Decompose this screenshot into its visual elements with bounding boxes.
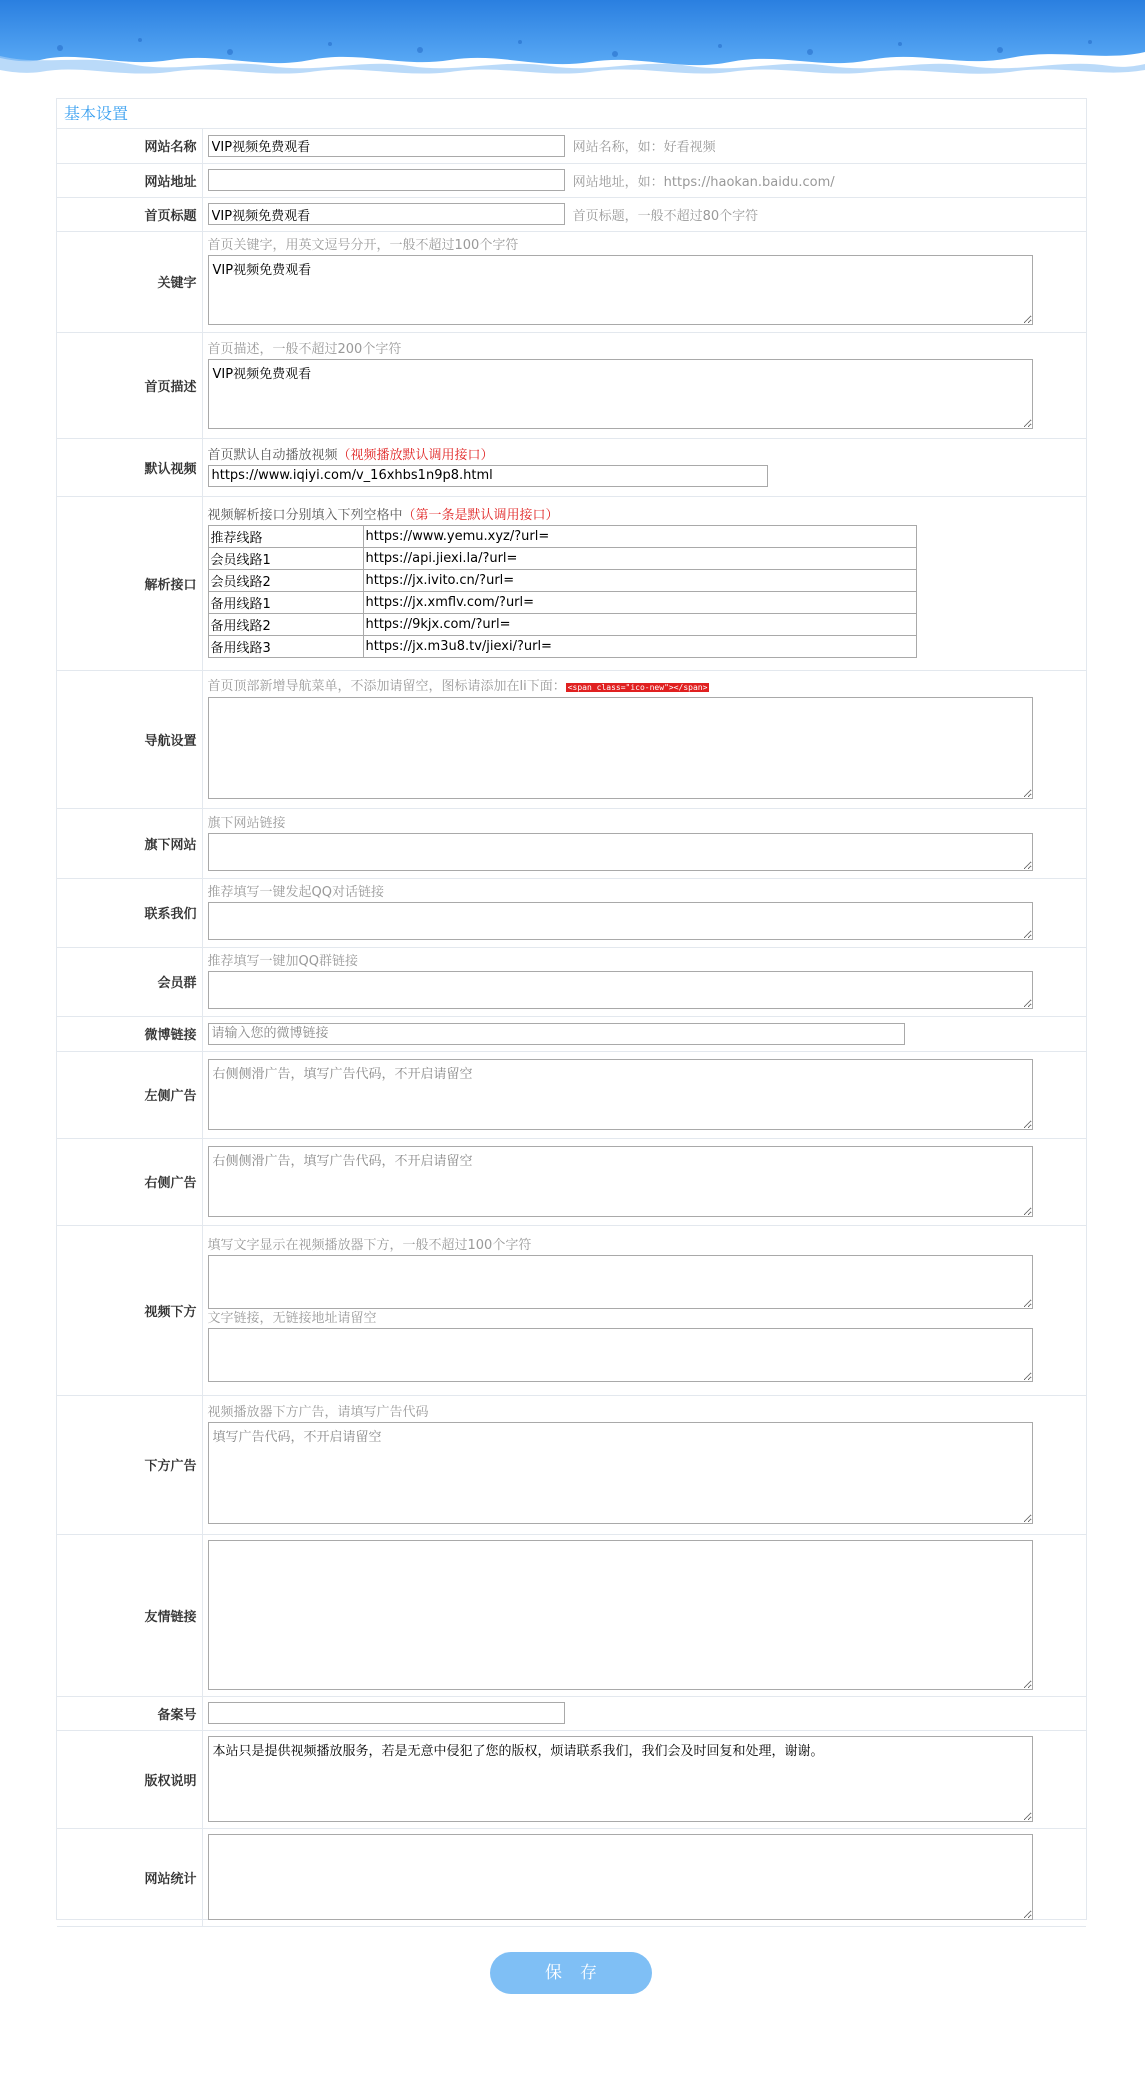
default-video-input[interactable] bbox=[208, 465, 768, 487]
label-site-name: 网站名称 bbox=[57, 129, 202, 163]
row-bottom-ad bbox=[57, 1395, 1086, 1534]
default-video-tip bbox=[208, 448, 1087, 464]
row-site-name bbox=[57, 129, 1086, 163]
row-below-video bbox=[57, 1225, 1086, 1395]
keywords-textarea[interactable] bbox=[208, 255, 1033, 325]
nav-tip bbox=[208, 679, 1087, 696]
row-right-ad bbox=[57, 1138, 1086, 1225]
row-keywords bbox=[57, 231, 1086, 332]
row-member-group bbox=[57, 947, 1086, 1016]
default-video-tip-red: （视频播放默认调用接口） bbox=[337, 447, 494, 463]
description-tip: 首页描述，一般不超过200个字符 bbox=[207, 341, 402, 357]
bottom-ad-tip: 视频播放器下方广告，请填写广告代码 bbox=[207, 1405, 429, 1420]
line-url-input[interactable]: https://api.jiexi.la/?url= bbox=[363, 548, 916, 570]
below-video-tip-2: 文字链接，无链接地址请留空 bbox=[207, 1311, 377, 1326]
contact-textarea[interactable] bbox=[208, 902, 1033, 940]
label-sub-sites: 旗下网站 bbox=[57, 808, 202, 878]
label-default-video: 默认视频 bbox=[57, 438, 202, 496]
label-description: 首页描述 bbox=[57, 332, 202, 438]
header-banner bbox=[0, 0, 1145, 78]
parse-lines-table bbox=[208, 525, 917, 658]
home-title-input[interactable] bbox=[208, 203, 565, 225]
label-weibo: 微博链接 bbox=[57, 1016, 202, 1051]
bottom-ad-textarea[interactable] bbox=[208, 1422, 1033, 1524]
label-site-url: 网站地址 bbox=[57, 163, 202, 197]
label-bottom-ad: 下方广告 bbox=[57, 1395, 202, 1534]
parse-api-tip bbox=[208, 508, 1087, 524]
row-site-url bbox=[57, 163, 1086, 197]
label-nav: 导航设置 bbox=[57, 670, 202, 808]
row-copyright bbox=[57, 1730, 1086, 1828]
row-nav bbox=[57, 670, 1086, 808]
row-parse-api bbox=[57, 496, 1086, 670]
row-sub-sites bbox=[57, 808, 1086, 878]
label-left-ad: 左侧广告 bbox=[57, 1051, 202, 1138]
site-name-hint: 网站名称，如：好看视频 bbox=[572, 140, 716, 156]
row-friend-links bbox=[57, 1534, 1086, 1696]
line-name: 会员线路2 bbox=[208, 570, 363, 592]
wave-banner-graphic bbox=[0, 0, 1145, 78]
home-title-hint: 首页标题，一般不超过80个字符 bbox=[572, 208, 759, 224]
label-parse-api: 解析接口 bbox=[57, 496, 202, 670]
below-video-link-textarea[interactable] bbox=[208, 1328, 1033, 1382]
line-name: 推荐线路 bbox=[208, 526, 363, 548]
label-friend-links: 友情链接 bbox=[57, 1534, 202, 1696]
row-default-video bbox=[57, 438, 1086, 496]
label-copyright: 版权说明 bbox=[57, 1730, 202, 1828]
label-home-title: 首页标题 bbox=[57, 197, 202, 231]
left-ad-textarea[interactable] bbox=[208, 1059, 1033, 1130]
parse-line-row bbox=[208, 636, 916, 658]
line-url-input[interactable]: https://jx.m3u8.tv/jiexi/?url= bbox=[363, 636, 916, 658]
row-icp bbox=[57, 1696, 1086, 1730]
nav-textarea[interactable] bbox=[208, 697, 1033, 799]
site-url-hint: 网站地址，如：https://haokan.baidu.com/ bbox=[572, 174, 835, 190]
line-url-input[interactable]: https://jx.ivito.cn/?url= bbox=[363, 570, 916, 592]
label-right-ad: 右侧广告 bbox=[57, 1138, 202, 1225]
label-keywords: 关键字 bbox=[57, 231, 202, 332]
basic-settings-panel bbox=[56, 98, 1087, 1920]
icp-input[interactable] bbox=[208, 1702, 565, 1724]
label-icp: 备案号 bbox=[57, 1696, 202, 1730]
default-video-tip-text: 首页默认自动播放视频 bbox=[207, 447, 338, 463]
parse-line-row bbox=[208, 570, 916, 592]
nav-code-tag: <span class="ico-new"></span> bbox=[567, 683, 708, 692]
row-home-title bbox=[57, 197, 1086, 231]
row-weibo bbox=[57, 1016, 1086, 1051]
label-contact: 联系我们 bbox=[57, 878, 202, 947]
right-ad-textarea[interactable] bbox=[208, 1146, 1033, 1217]
keywords-tip: 首页关键字，用英文逗号分开，一般不超过100个字符 bbox=[207, 238, 519, 253]
line-url-input[interactable]: https://9kjx.com/?url= bbox=[363, 614, 916, 636]
settings-form bbox=[57, 129, 1086, 1927]
sub-sites-textarea[interactable] bbox=[208, 833, 1033, 871]
site-name-input[interactable] bbox=[208, 135, 565, 157]
line-url-input[interactable]: https://jx.xmflv.com/?url= bbox=[363, 592, 916, 614]
sub-sites-tip: 旗下网站链接 bbox=[207, 815, 286, 831]
weibo-input[interactable] bbox=[208, 1023, 905, 1045]
site-url-input[interactable] bbox=[208, 169, 565, 191]
parse-line-row bbox=[208, 614, 916, 636]
label-member-group: 会员群 bbox=[57, 947, 202, 1016]
contact-tip: 推荐填写一键发起QQ对话链接 bbox=[207, 885, 384, 900]
parse-line-row bbox=[208, 592, 916, 614]
line-name: 备用线路2 bbox=[208, 614, 363, 636]
copyright-textarea[interactable] bbox=[208, 1736, 1033, 1822]
line-name: 备用线路1 bbox=[208, 592, 363, 614]
description-textarea[interactable] bbox=[208, 359, 1033, 429]
member-group-textarea[interactable] bbox=[208, 971, 1033, 1009]
line-name: 备用线路3 bbox=[208, 636, 363, 658]
label-below-video: 视频下方 bbox=[57, 1225, 202, 1395]
save-button[interactable]: 保存 bbox=[490, 1952, 652, 1994]
row-left-ad bbox=[57, 1051, 1086, 1138]
below-video-text-textarea[interactable] bbox=[208, 1255, 1033, 1309]
row-contact bbox=[57, 878, 1086, 947]
member-group-tip: 推荐填写一键加QQ群链接 bbox=[207, 954, 358, 969]
below-video-tip-1: 填写文字显示在视频播放器下方，一般不超过100个字符 bbox=[207, 1238, 532, 1253]
label-stats: 网站统计 bbox=[57, 1828, 202, 1926]
row-stats bbox=[57, 1828, 1086, 1926]
panel-title: 基本设置 bbox=[57, 99, 1086, 129]
row-description bbox=[57, 332, 1086, 438]
parse-line-row bbox=[208, 526, 916, 548]
parse-api-tip-text: 视频解析接口分别填入下列空格中 bbox=[207, 508, 403, 523]
line-url-input[interactable]: https://www.yemu.xyz/?url= bbox=[363, 526, 916, 548]
friend-links-textarea[interactable] bbox=[208, 1540, 1033, 1690]
parse-line-row bbox=[208, 548, 916, 570]
stats-textarea[interactable] bbox=[208, 1834, 1033, 1920]
parse-api-tip-red: （第一条是默认调用接口） bbox=[402, 508, 559, 523]
line-name: 会员线路1 bbox=[208, 548, 363, 570]
nav-tip-text: 首页顶部新增导航菜单，不添加请留空，图标请添加在li下面： bbox=[207, 679, 566, 694]
